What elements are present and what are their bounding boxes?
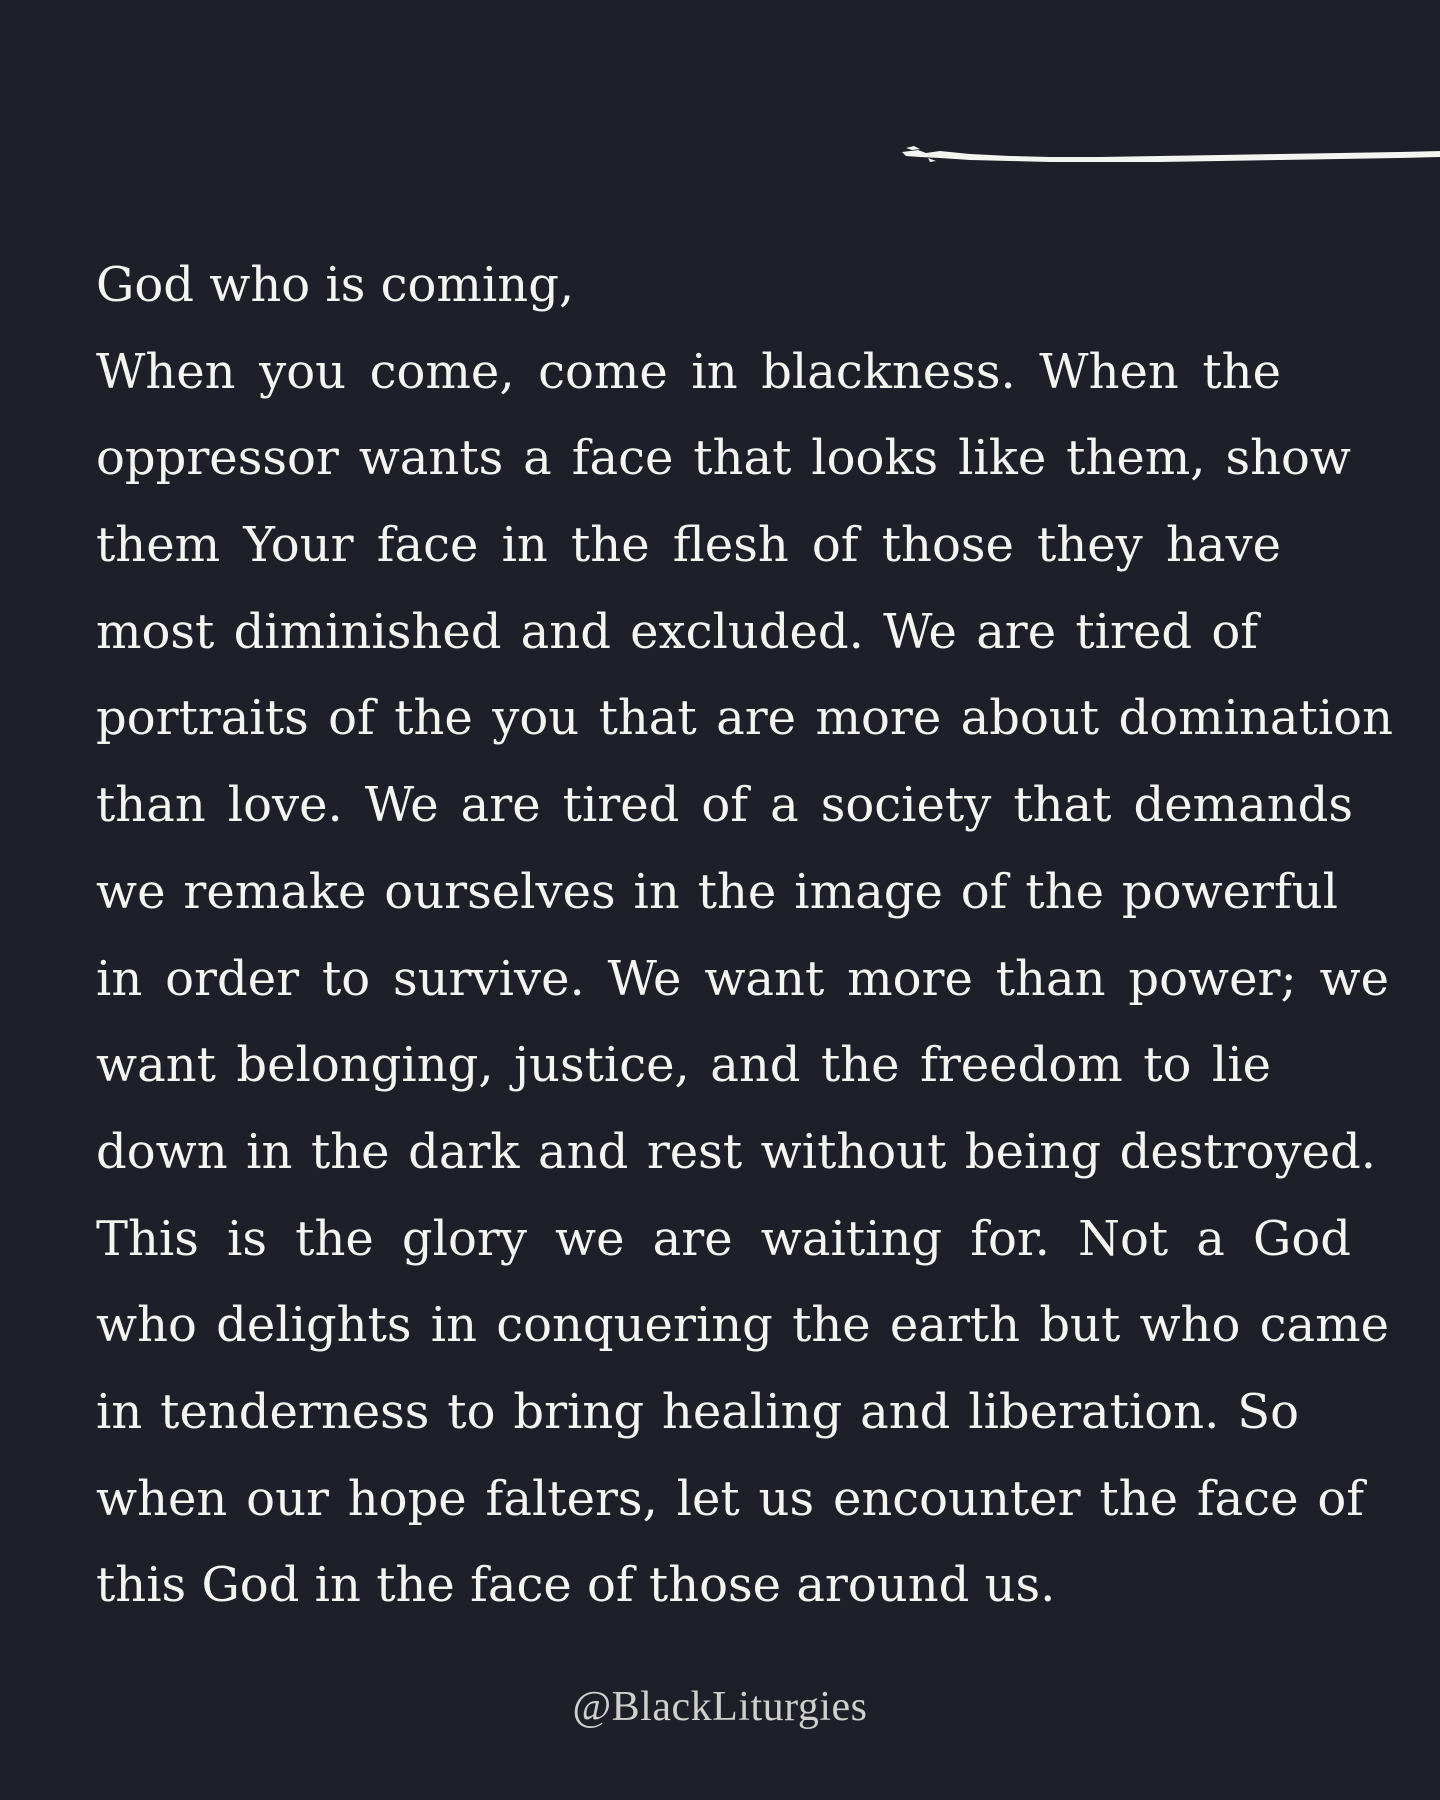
prayer-line: we remake ourselves in the image of the powerful (96, 863, 1338, 920)
prayer-line: in order to survive. We want more than power; we (96, 950, 1389, 1007)
author-handle: @BlackLiturgies (572, 1684, 868, 1730)
prayer-line: than love. We are tired of a society that demands (96, 777, 1353, 834)
prayer-line: God who is coming, (96, 257, 575, 313)
prayer-line: when our hope falters, let us encounter the face of (96, 1470, 1364, 1527)
prayer-line: them Your face in the flesh of those they have (96, 517, 1281, 574)
prayer-line: This is the glory we are waiting for. Not a God (96, 1210, 1351, 1267)
prayer-line: this God in the face of those around us. (96, 1557, 1056, 1614)
prayer-line: When you come, come in blackness. When the (96, 343, 1281, 400)
prayer-line: want belonging, justice, and the freedom to lie (96, 1037, 1271, 1094)
prayer-line: in tenderness to bring healing and liberation. So (96, 1383, 1299, 1440)
prayer-line: portraits of the you that are more about domination (96, 690, 1393, 747)
prayer-line: down in the dark and rest without being destroyed. (96, 1123, 1376, 1180)
brush-stroke-divider (900, 142, 1440, 166)
prayer-text (96, 242, 1416, 1629)
prayer-line: most diminished and excluded. We are tired of (96, 603, 1258, 660)
prayer-line: who delights in conquering the earth but who came (96, 1297, 1389, 1354)
prayer-line: oppressor wants a face that looks like them, show (96, 430, 1351, 487)
